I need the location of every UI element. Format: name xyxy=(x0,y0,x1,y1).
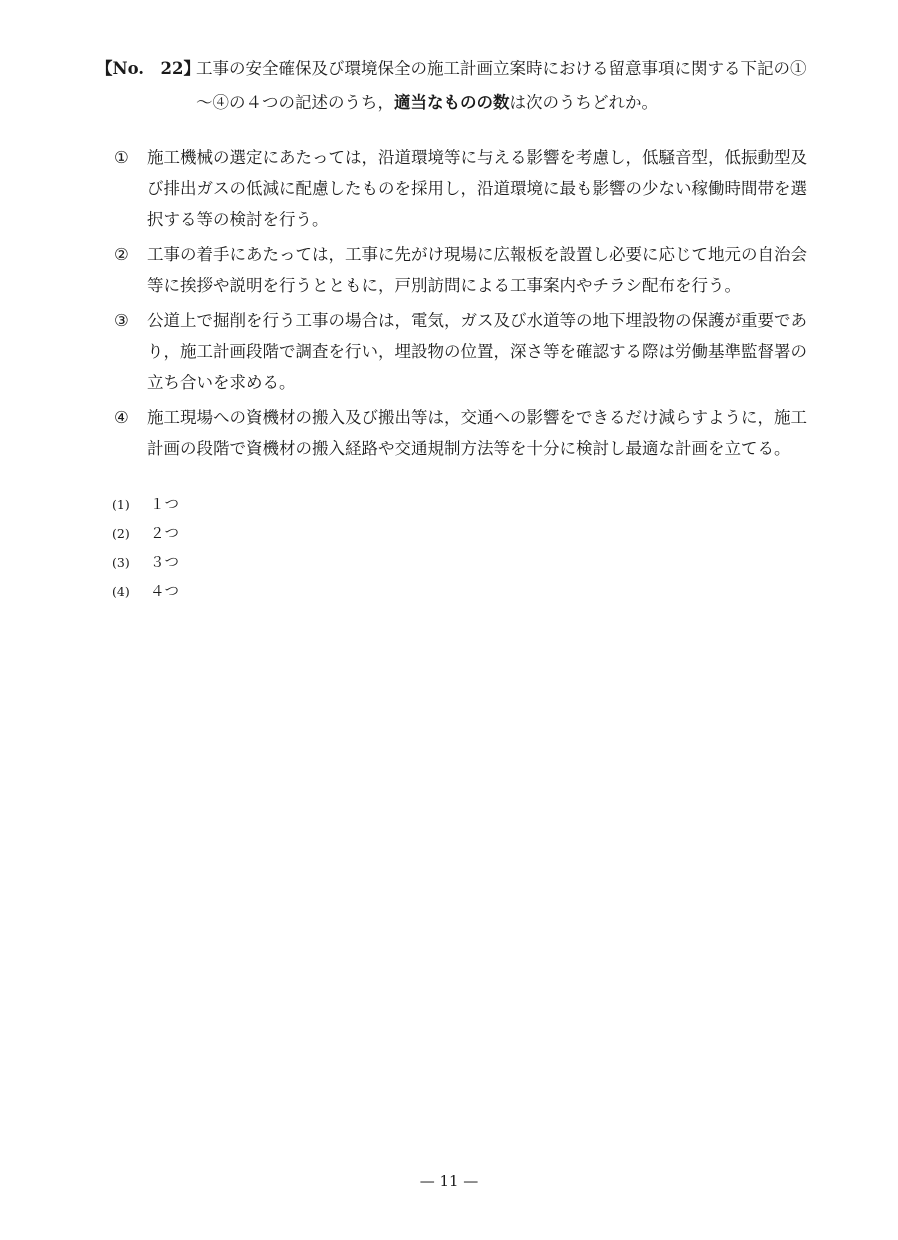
choice-2 xyxy=(112,519,179,548)
statement-number: ③ xyxy=(114,311,129,330)
choice-label: ２つ xyxy=(150,526,179,542)
statement-number: ② xyxy=(114,245,129,264)
page-number: — 11 — xyxy=(419,1172,479,1190)
choice-number: (2) xyxy=(112,526,130,541)
statement-text: 施工現場への資機材の搬入及び搬出等は，交通への影響をできるだけ減らすように，施工計画の段階で資機材の搬入経路や交通規制方法等を十分に検討し最適な計画を立てる。 xyxy=(147,408,807,458)
choice-1 xyxy=(112,490,179,519)
choice-label: １つ xyxy=(150,497,179,513)
statement-item-1 xyxy=(114,142,814,235)
statement-text: 公道上で掘削を行う工事の場合は，電気，ガス及び水道等の地下埋設物の保護が重要であり，施工計画段階で調査を行い，埋設物の位置，深さ等を確認する際は労働基準監督署の立ち合いを求める。 xyxy=(147,311,807,392)
statement-text: 工事の着手にあたっては，工事に先がけ現場に広報板を設置し必要に応じて地元の自治会等に挨拶や説明を行うとともに，戸別訪問による工事案内やチラシ配布を行う。 xyxy=(147,245,807,295)
statement-list xyxy=(114,142,814,468)
statement-number: ④ xyxy=(114,408,129,427)
question-text xyxy=(196,52,816,120)
question-text-b: は次のうちどれか。 xyxy=(509,93,658,112)
choice-number: (3) xyxy=(112,555,130,570)
statement-item-4 xyxy=(114,402,814,464)
statement-number: ① xyxy=(114,148,129,167)
choice-number: (4) xyxy=(112,584,130,599)
answer-choices xyxy=(112,490,179,606)
choice-number: (1) xyxy=(112,497,130,512)
question-number: 【No. 22】 xyxy=(96,59,201,78)
statement-text: 施工機械の選定にあたっては，沿道環境等に与える影響を考慮し，低騒音型，低振動型及び排出ガスの低減に配慮したものを採用し，沿道環境に最も影響の少ない稼働時間帯を選択する等の検討を行う。 xyxy=(147,148,807,229)
statement-item-2 xyxy=(114,239,814,301)
choice-4 xyxy=(112,577,179,606)
choice-3 xyxy=(112,548,179,577)
choice-label: ３つ xyxy=(150,555,179,571)
question-text-a: 工事の安全確保及び環境保全の施工計画立案時における留意事項に関する下記の①～④の４つの記述のうち， xyxy=(196,59,807,112)
choice-label: ４つ xyxy=(150,584,179,600)
question-header xyxy=(96,52,816,120)
statement-item-3 xyxy=(114,305,814,398)
question-text-emphasis: 適当なものの数 xyxy=(394,93,510,112)
